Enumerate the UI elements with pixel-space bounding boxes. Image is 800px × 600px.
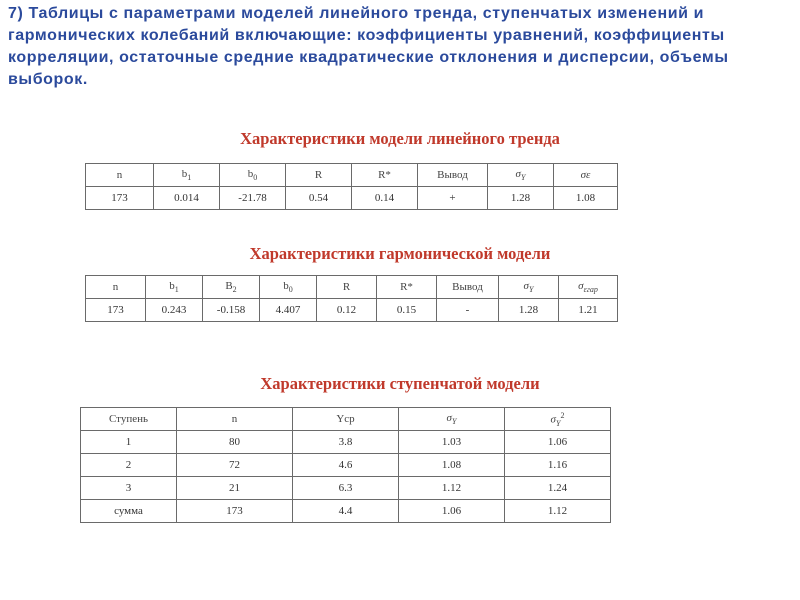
cell-n: 173 [86, 187, 154, 210]
cell-sigma-y: 1.28 [488, 187, 554, 210]
page-heading: 7) Таблицы с параметрами моделей линейного тренда, ступенчатых изменений и гармонических колебаний включающие: коэффициенты уравнений, коэффициенты корреляции, остаточные средние квадратические отклонения и дисперсии, объемы выборок. [8, 5, 729, 88]
cell-ycp: 3.8 [293, 431, 399, 454]
cell-sigma-y: 1.28 [499, 299, 559, 322]
harmonic-model-caption: Характеристики гармонической модели [249, 244, 551, 263]
table-row [81, 454, 611, 477]
cell-r: 0.54 [286, 187, 352, 210]
cell-B2: -0.158 [203, 299, 260, 322]
cell-b0: -21.78 [220, 187, 286, 210]
header-n: n [177, 408, 293, 431]
cell-sigma-e: 1.08 [554, 187, 618, 210]
cell-b1: 0.243 [146, 299, 203, 322]
cell-r-star: 0.15 [377, 299, 437, 322]
cell-n: 173 [86, 299, 146, 322]
cell-n: 80 [177, 431, 293, 454]
cell-sigma-y-squared: 1.06 [505, 431, 611, 454]
step-model-caption: Характеристики ступенчатой модели [260, 374, 540, 393]
header-b0-sub: 0 [253, 173, 258, 183]
header-b1 [154, 164, 220, 187]
header-sigma-y [399, 408, 505, 431]
header-sigma2-base: σ [550, 413, 556, 426]
header-vyvod: Вывод [437, 276, 499, 299]
linear-model-caption: Характеристики модели линейного тренда [240, 129, 560, 148]
cell-b0: 4.407 [260, 299, 317, 322]
table-row [81, 477, 611, 500]
cell-sigma-y: 1.12 [399, 477, 505, 500]
header-sigma-y [499, 276, 559, 299]
header-sigma-gar-sub: εгар [583, 285, 598, 295]
header-r: R [286, 164, 352, 187]
header-sigma-y-sub: Y [528, 285, 534, 295]
header-r: R [317, 276, 377, 299]
cell-stupen: 3 [81, 477, 177, 500]
cell-stupen: сумма [81, 500, 177, 523]
header-sigma-gar-base: σ [578, 279, 584, 292]
cell-b1: 0.014 [154, 187, 220, 210]
cell-sigma-y-squared: 1.24 [505, 477, 611, 500]
header-b0 [260, 276, 317, 299]
header-sigma-gar [559, 276, 618, 299]
cell-n: 21 [177, 477, 293, 500]
cell-sigma-y: 1.06 [399, 500, 505, 523]
header-n: n [86, 276, 146, 299]
header-sigma-y-base: σ [446, 411, 452, 424]
header-B2-base: B [225, 279, 233, 292]
table-row [86, 187, 618, 210]
header-r-star: R* [377, 276, 437, 299]
header-vyvod: Вывод [418, 164, 488, 187]
cell-ycp: 6.3 [293, 477, 399, 500]
header-b1 [146, 276, 203, 299]
header-sigma2-sub: Y [555, 418, 561, 428]
header-b1-sub: 1 [174, 285, 179, 295]
header-sigma-y-base: σ [515, 167, 521, 180]
header-sigma-e [554, 164, 618, 187]
harmonic-model-table [85, 275, 618, 322]
header-sigma-y-squared [505, 408, 611, 431]
header-n: n [86, 164, 154, 187]
table-row [86, 299, 618, 322]
cell-n: 72 [177, 454, 293, 477]
header-b1-base: b [169, 279, 175, 292]
cell-vyvod: + [418, 187, 488, 210]
header-B2-sub: 2 [232, 285, 237, 295]
header-b1-base: b [181, 167, 188, 180]
cell-ycp: 4.6 [293, 454, 399, 477]
header-b0-sub: 0 [288, 285, 293, 295]
header-stupen: Ступень [81, 408, 177, 431]
header-sigma2-sup: 2 [560, 410, 565, 420]
header-sigma-y-base: σ [523, 279, 529, 292]
linear-model-table [85, 163, 618, 210]
header-b0 [220, 164, 286, 187]
cell-stupen: 2 [81, 454, 177, 477]
cell-stupen: 1 [81, 431, 177, 454]
cell-sigma-y-squared: 1.12 [505, 500, 611, 523]
header-ycp: Ycp [293, 408, 399, 431]
cell-r-star: 0.14 [352, 187, 418, 210]
header-sigma-e-text: σε [580, 169, 591, 181]
header-sigma-y-sub: Y [451, 417, 457, 427]
table-row [81, 431, 611, 454]
cell-ycp: 4.4 [293, 500, 399, 523]
header-r-star: R* [352, 164, 418, 187]
header-B2 [203, 276, 260, 299]
cell-sigma-y: 1.08 [399, 454, 505, 477]
cell-r: 0.12 [317, 299, 377, 322]
header-b0-base: b [247, 167, 254, 180]
cell-vyvod: - [437, 299, 499, 322]
cell-n: 173 [177, 500, 293, 523]
step-model-table [80, 407, 611, 523]
table-row [81, 500, 611, 523]
header-b0-base: b [283, 279, 289, 292]
cell-sigma-gar: 1.21 [559, 299, 618, 322]
table-header-row [86, 276, 618, 299]
header-sigma-y [488, 164, 554, 187]
table-header-row [81, 408, 611, 431]
header-b1-sub: 1 [187, 173, 192, 183]
table-header-row [86, 164, 618, 187]
header-sigma-y-sub: Y [520, 173, 526, 183]
cell-sigma-y: 1.03 [399, 431, 505, 454]
cell-sigma-y-squared: 1.16 [505, 454, 611, 477]
